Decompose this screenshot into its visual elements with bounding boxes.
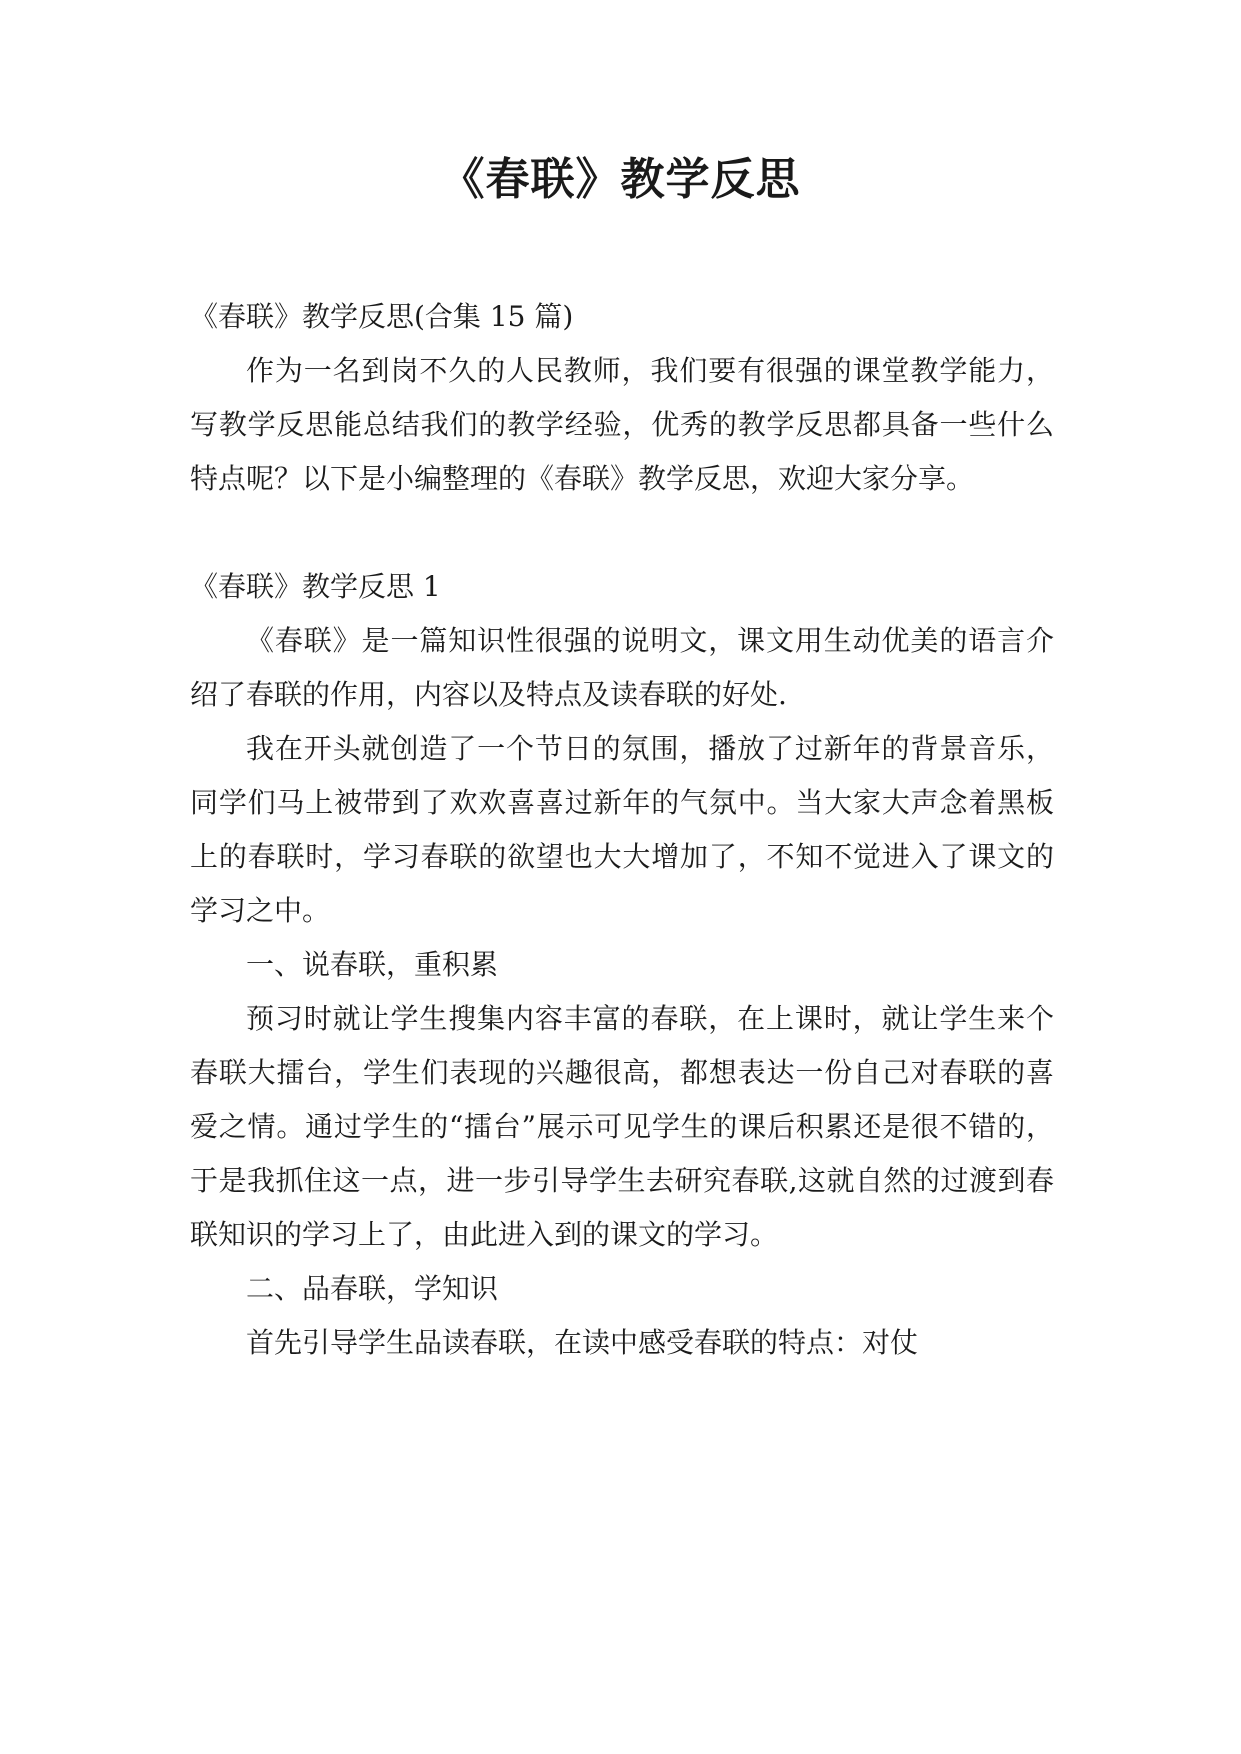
- paragraph: 我在开头就创造了一个节日的氛围，播放了过新年的背景音乐，同学们马上被带到了欢欢喜喜过新年的气氛中。当大家大声念着黑板上的春联时，学习春联的欲望也大大增加了，不知不觉进入了课文的学习之中。: [190, 732, 1054, 927]
- subsection-heading: 一、说春联，重积累: [246, 948, 499, 981]
- subsection-heading: 二、品春联，学知识: [246, 1272, 499, 1305]
- section-heading: 《春联》教学反思 1: [190, 570, 441, 603]
- paragraph: 《春联》是一篇知识性很强的说明文，课文用生动优美的语言介绍了春联的作用，内容以及特点及读春联的好处.: [190, 624, 1054, 711]
- document-body: [190, 290, 1054, 1370]
- document-subtitle: 《春联》教学反思(合集 15 篇): [190, 300, 574, 333]
- spacer: [190, 506, 1054, 560]
- paragraph: 首先引导学生品读春联，在读中感受春联的特点：对仗: [246, 1326, 919, 1359]
- paragraph: 预习时就让学生搜集内容丰富的春联，在上课时，就让学生来个春联大擂台，学生们表现的兴趣很高，都想表达一份自己对春联的喜爱之情。通过学生的“擂台”展示可见学生的课后积累还是很不错的，于是我抓住这一点，进一步引导学生去研究春联,这就自然的过渡到春联知识的学习上了，由此进入到的课文的学习。: [190, 1002, 1054, 1251]
- intro-paragraph: 作为一名到岗不久的人民教师，我们要有很强的课堂教学能力，写教学反思能总结我们的教学经验，优秀的教学反思都具备一些什么特点呢？以下是小编整理的《春联》教学反思，欢迎大家分享。: [190, 354, 1054, 495]
- document-title: 《春联》教学反思: [440, 154, 801, 205]
